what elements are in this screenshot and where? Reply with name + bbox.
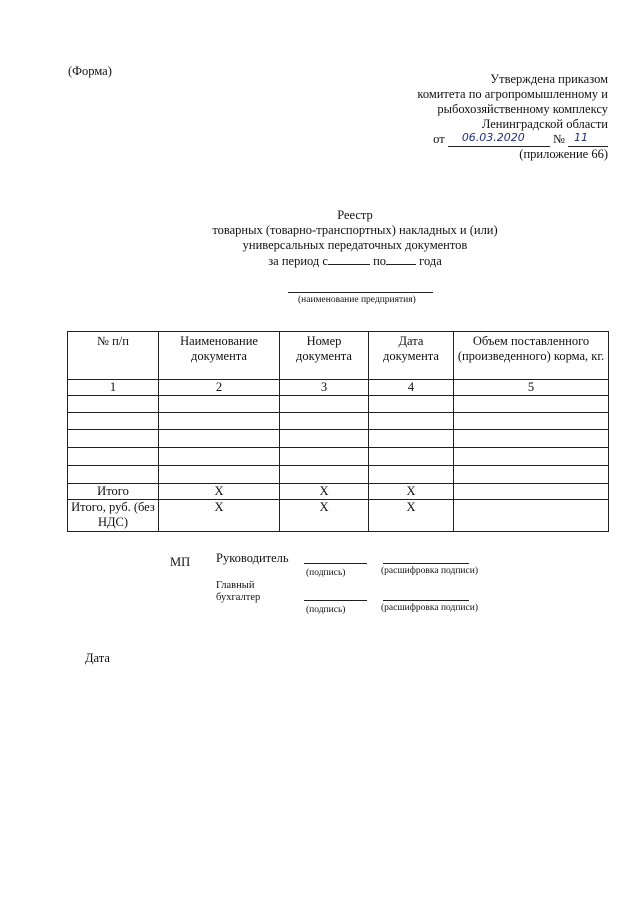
accountant-sign-caption: (подпись) xyxy=(306,605,346,615)
table-row xyxy=(68,466,609,484)
table-cell[interactable] xyxy=(369,413,454,430)
table-cell[interactable] xyxy=(280,466,369,484)
table-cell[interactable] xyxy=(454,430,609,448)
enterprise-name-line xyxy=(288,292,433,293)
header-doc-number: Номер документа xyxy=(280,332,369,380)
period-from-field xyxy=(328,253,370,265)
accountant-label-line-2: бухгалтер xyxy=(216,592,261,603)
accountant-decode-caption: (расшифровка подписи) xyxy=(381,603,478,613)
form-label: (Форма) xyxy=(68,64,112,78)
approval-line-2: комитета по агропромышленному и xyxy=(417,87,608,101)
accountant-decode-line[interactable] xyxy=(383,600,469,601)
col-number-4: 4 xyxy=(369,380,454,396)
table-cell[interactable] xyxy=(159,413,280,430)
total-rub-cell-volume[interactable] xyxy=(454,500,609,532)
approval-block xyxy=(417,72,608,162)
table-cell[interactable] xyxy=(68,448,159,466)
table-header-row xyxy=(68,332,609,380)
table-cell[interactable] xyxy=(369,466,454,484)
table-cell[interactable] xyxy=(280,396,369,413)
document-title xyxy=(0,208,640,269)
period-prefix: за период с xyxy=(268,254,328,268)
table-cell[interactable] xyxy=(454,396,609,413)
table-cell[interactable] xyxy=(454,466,609,484)
head-decode-caption: (расшифровка подписи) xyxy=(381,566,478,576)
col-number-1: 1 xyxy=(68,380,159,396)
header-doc-name: Наименование документа xyxy=(159,332,280,380)
period-suffix: года xyxy=(419,254,442,268)
table-cell[interactable] xyxy=(159,466,280,484)
table-row xyxy=(68,413,609,430)
table-cell[interactable] xyxy=(280,430,369,448)
total-rub-label: Итого, руб. (без НДС) xyxy=(68,500,159,532)
accountant-label-line-1: Главный xyxy=(216,580,255,591)
approval-appendix: (приложение 66) xyxy=(519,147,608,161)
table-cell[interactable] xyxy=(369,448,454,466)
approval-number-field xyxy=(568,132,608,147)
table-cell[interactable] xyxy=(369,396,454,413)
total-cell-volume[interactable] xyxy=(454,484,609,500)
table-cell[interactable] xyxy=(454,413,609,430)
col-number-3: 3 xyxy=(280,380,369,396)
head-decode-line[interactable] xyxy=(383,563,469,564)
title-line-2: товарных (товарно-транспортных) накладных и (или) xyxy=(212,223,498,237)
table-row xyxy=(68,396,609,413)
approval-number-prefix: № xyxy=(552,132,565,146)
approval-date-line xyxy=(417,132,608,147)
table-col-numbers-row xyxy=(68,380,609,396)
header-number: № п/п xyxy=(68,332,159,380)
table-cell[interactable] xyxy=(454,448,609,466)
table-cell[interactable] xyxy=(68,413,159,430)
table-cell[interactable] xyxy=(369,430,454,448)
title-period xyxy=(0,253,640,269)
approval-date-value: 06.03.2020 xyxy=(461,131,525,144)
table-total-row xyxy=(68,484,609,500)
approval-line-3: рыбохозяйственному комплексу xyxy=(437,102,608,116)
table-cell[interactable] xyxy=(159,448,280,466)
head-label: Руководитель xyxy=(216,551,289,565)
accountant-label xyxy=(216,580,260,604)
table-cell[interactable] xyxy=(280,413,369,430)
accountant-signature-line[interactable] xyxy=(304,600,367,601)
total-rub-cell-doc-number: X xyxy=(280,500,369,532)
header-doc-date: Дата документа xyxy=(369,332,454,380)
col-number-2: 2 xyxy=(159,380,280,396)
header-volume: Объем поставленного (произведенного) корма, кг. xyxy=(454,332,609,380)
total-label: Итого xyxy=(68,484,159,500)
stamp-label: МП xyxy=(170,555,191,569)
col-number-5: 5 xyxy=(454,380,609,396)
head-signature-line[interactable] xyxy=(304,563,367,564)
table-cell[interactable] xyxy=(159,430,280,448)
head-sign-caption: (подпись) xyxy=(306,568,346,578)
enterprise-caption: (наименование предприятия) xyxy=(298,295,416,305)
table-cell[interactable] xyxy=(159,396,280,413)
total-cell-doc-name: X xyxy=(159,484,280,500)
title-line-1: Реестр xyxy=(337,208,373,222)
title-line-3: универсальных передаточных документов xyxy=(242,238,468,252)
period-to-field xyxy=(386,253,416,265)
table-cell[interactable] xyxy=(68,396,159,413)
period-mid: по xyxy=(373,254,387,268)
approval-from-prefix: от xyxy=(433,132,445,146)
table-row xyxy=(68,448,609,466)
approval-number-value: 11 xyxy=(574,131,588,144)
table-row xyxy=(68,430,609,448)
date-label: Дата xyxy=(85,651,110,665)
table-cell[interactable] xyxy=(68,466,159,484)
total-rub-cell-doc-name: X xyxy=(159,500,280,532)
total-cell-doc-number: X xyxy=(280,484,369,500)
approval-line-4: Ленинградской области xyxy=(481,117,608,131)
approval-line-1: Утверждена приказом xyxy=(490,72,608,86)
table-cell[interactable] xyxy=(280,448,369,466)
total-rub-cell-doc-date: X xyxy=(369,500,454,532)
table-cell[interactable] xyxy=(68,430,159,448)
table-total-rub-row xyxy=(68,500,609,532)
total-cell-doc-date: X xyxy=(369,484,454,500)
approval-date-field xyxy=(448,132,550,147)
registry-table xyxy=(67,331,609,532)
